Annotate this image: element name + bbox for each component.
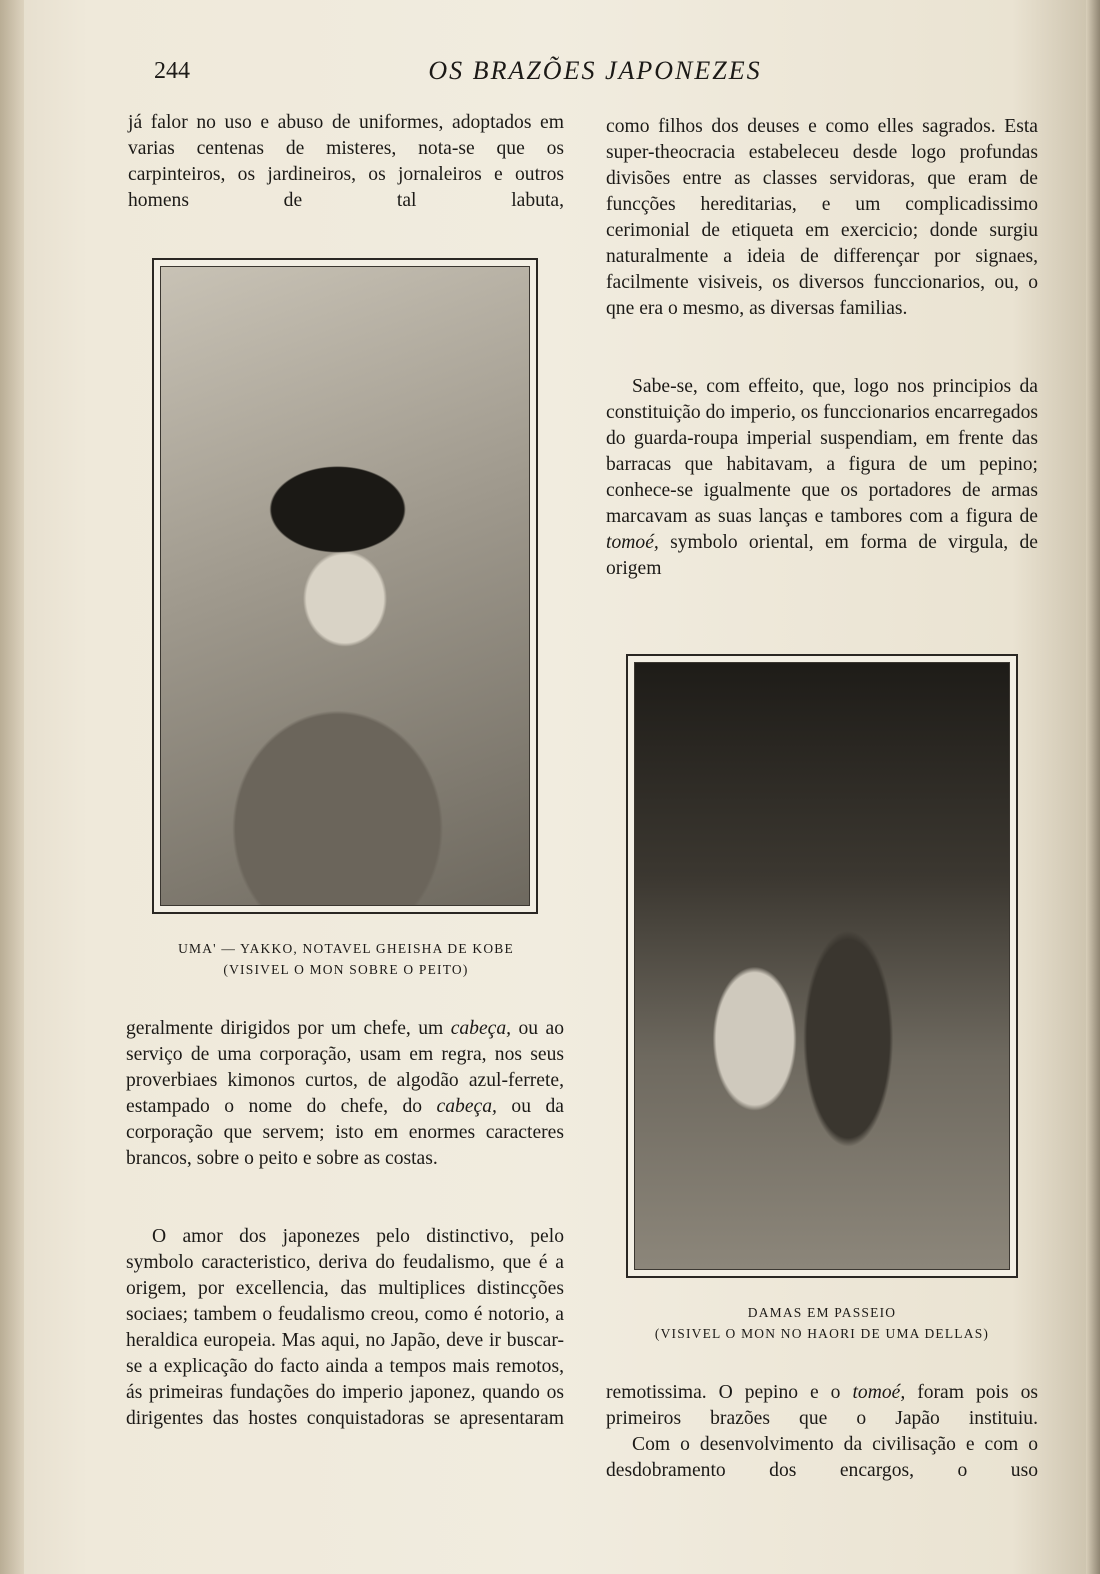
portrait-caption	[128, 938, 564, 980]
outdoor-caption-line-2: (VISIVEL O MON NO HAORI DE UMA DELLAS)	[654, 1326, 990, 1341]
left-paragraph-2	[126, 1016, 564, 1172]
portrait-caption-line-1: UMA' — YAKKO, NOTAVEL GHEISHA DE KOBE	[178, 941, 514, 956]
outdoor-caption-line-1: DAMAS EM PASSEIO	[747, 1305, 897, 1320]
right-paragraph-1: como filhos dos deuses e como elles sagrados. Esta super-theocracia estabeleceu desde logo profundas divisões entre as classes servidoras, que eram de funcções hereditarias, e um complicadissimo cerimonial de etiqueta em exercicio; donde surgiu naturalmente a ideia de differençar por signaes, facilmente visiveis, os diversos funccionarios, ou, o qne era o mesmo, as diversas familias.	[606, 116, 1038, 319]
right-paragraph-3-emphasis: tomoé,	[852, 1382, 906, 1403]
left-paragraph-2-text-a: geralmente dirigidos por um chefe, um	[126, 1018, 451, 1039]
left-paragraph-2-text-c: ou da corporação que servem; isto em enormes caracteres brancos, sobre o peito e sobre as costas.	[126, 1096, 564, 1169]
geisha-portrait-image	[160, 266, 530, 906]
right-paragraph-2	[606, 374, 1038, 582]
page-header	[150, 52, 1040, 92]
portrait-caption-line-2: (VISIVEL O MON SOBRE O PEITO)	[223, 962, 469, 977]
page-edge	[1086, 0, 1100, 1574]
right-paragraph-3-text-a: remotissima. O pepino e o	[606, 1382, 853, 1403]
portrait-photo	[152, 258, 538, 914]
left-paragraph-3: O amor dos japonezes pelo distinctivo, pelo symbolo caracteristico, deriva do feudalismo, que é a origem, por excellencia, das multiplices distincções sociaes; tambem o feudalismo creou, como é notorio, a heraldica europeia. Mas aqui, no Japão, deve ir buscar-se a explicação do facto ainda a tempos mais remotos, ás primeiras fundações do imperio japonez, quando os dirigentes das hostes conquistadoras se apresentaram	[126, 1226, 564, 1429]
left-paragraph-1: já falor no uso e abuso de uniformes, adoptados em varias centenas de misteres, nota-se que os carpinteiros, os jardineiros, os jornaleiros e outros homens de tal labuta,	[128, 112, 564, 211]
outdoor-photo	[626, 654, 1018, 1278]
ladies-walking-image	[634, 662, 1010, 1270]
right-paragraph-3-text-b: foram pois os primeiros brazões que o Japão instituiu.	[606, 1382, 1038, 1429]
left-paragraph-2-emphasis-a: cabeça,	[450, 1018, 512, 1039]
right-paragraph-2-emphasis: tomoé,	[606, 532, 659, 553]
right-paragraph-2-text-b: symbolo oriental, em forma de virgula, de origem	[606, 532, 1038, 579]
book-gutter	[0, 0, 24, 1574]
page-number: 244	[154, 58, 190, 84]
left-paragraph-2-text-b: ou ao serviço de uma corporação, usam em regra, nos seus proverbiaes kimonos curtos, de algodão azul-ferrete, estampado o nome do chefe, do	[126, 1018, 564, 1117]
running-title: OS BRAZÕES JAPONEZES	[428, 56, 762, 85]
right-paragraph-2-text-a: Sabe-se, com effeito, que, logo nos principios da constituição do imperio, os funccionarios encarregados do guarda-roupa imperial suspendiam, em frente das barracas que habitavam, a figura de um pepino; conhece-se igualmente que os portadores de armas marcavam as suas lanças e tambores com a figura de	[606, 376, 1039, 527]
outdoor-caption	[606, 1302, 1038, 1344]
right-paragraph-4: Com o desenvolvimento da civilisação e com o desdobramento dos encargos, o uso	[606, 1434, 1038, 1481]
right-paragraph-3	[606, 1380, 1038, 1432]
left-paragraph-2-emphasis-b: cabeça,	[436, 1096, 497, 1117]
